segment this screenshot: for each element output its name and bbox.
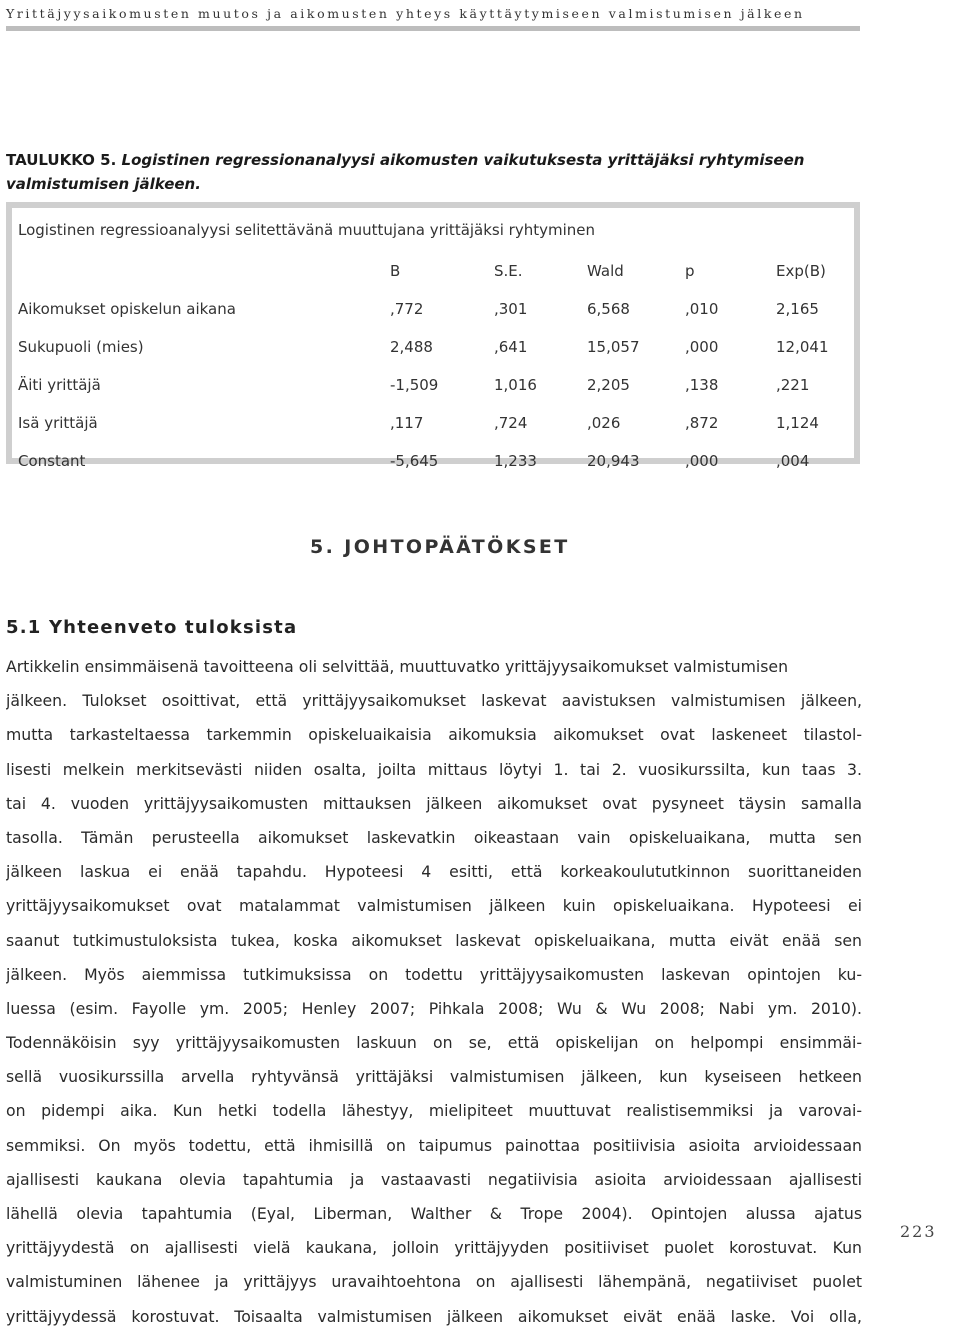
regression-table-box <box>6 202 860 470</box>
subsection-title: 5.1 Yhteenveto tuloksista <box>6 617 298 638</box>
table-cell: ,872 <box>685 414 719 432</box>
column-header: S.E. <box>494 262 523 280</box>
table-cell: 6,568 <box>587 300 630 318</box>
body-line: yrittäjyysaikomukset ovat matalammat valmistumisen jälkeen kuin opiskeluaikana. Hypoteesi ei <box>6 896 862 916</box>
table-cell: ,117 <box>390 414 424 432</box>
row-label: Constant <box>18 452 86 470</box>
table-cell: ,724 <box>494 414 528 432</box>
row-label: Sukupuoli (mies) <box>18 338 144 356</box>
regression-table <box>12 208 854 470</box>
header-rule <box>6 26 860 31</box>
table-cell: ,221 <box>776 376 810 394</box>
body-line: tai 4. vuoden yrittäjyysaikomusten mittauksen jälkeen aikomukset ovat pysyneet täysin samalla <box>6 793 862 813</box>
table-cell: ,772 <box>390 300 424 318</box>
column-header: Wald <box>587 262 624 280</box>
table-cell: ,641 <box>494 338 528 356</box>
column-header: Exp(B) <box>776 262 826 280</box>
body-line: mutta tarkasteltaessa tarkemmin opiskeluaikaisia aikomuksia aikomukset ovat laskeneet tilastol- <box>6 725 862 745</box>
table-row <box>12 376 854 398</box>
body-line: ajallisesti kaukana olevia tapahtumia ja vastaavasti negatiivisia asioita arvioidessaan ajallisesti <box>6 1169 862 1189</box>
row-label: Aikomukset opiskelun aikana <box>18 300 236 318</box>
column-header: B <box>390 262 401 280</box>
body-line: jälkeen laskua ei enää tapahdu. Hypoteesi 4 esitti, että korkeakoulututkinnon suorittaneiden <box>6 862 862 882</box>
section-title: 5. JOHTOPÄÄTÖKSET <box>310 536 570 558</box>
table-cell: 1,016 <box>494 376 537 394</box>
body-line: on pidempi aika. Kun hetki todella lähestyy, mielipiteet muuttuvat realistisemmiksi ja varovai- <box>6 1101 862 1121</box>
body-paragraph <box>6 650 862 1334</box>
body-line: saanut tutkimustuloksista tukea, koska aikomukset laskevat opiskeluaikana, mutta eivät enää sen <box>6 930 862 950</box>
body-line: luessa (esim. Fayolle ym. 2005; Henley 2007; Pihkala 2008; Wu & Wu 2008; Nabi ym. 2010). <box>6 998 862 1018</box>
body-line: valmistuminen lähenee ja yrittäjyys uravaihtoehtona on ajallisesti lähempänä, negatiiviset puolet <box>6 1272 862 1292</box>
table-cell: -1,509 <box>390 376 439 394</box>
table-cell: ,026 <box>587 414 621 432</box>
body-line: yrittäjyydestä on ajallisesti vielä kaukana, jolloin yrittäjyyden positiiviset puolet korostuvat. Kun <box>6 1238 862 1258</box>
table-cell: ,000 <box>685 452 719 470</box>
caption-text: Logistinen regressionanalyysi aikomusten vaikutuksesta yrittäjäksi ryhtymiseen valmistumisen jälkeen. <box>6 151 805 193</box>
table-header-row <box>12 262 854 284</box>
body-line: sellä vuosikurssilla arvella ryhtyvänsä yrittäjäksi valmistumisen jälkeen, kun kyseiseen hetkeen <box>6 1067 862 1087</box>
row-label: Äiti yrittäjä <box>18 376 101 394</box>
body-line: jälkeen. Myös aiemmissa tutkimuksissa on todettu yrittäjyysaikomusten laskevan opintojen ku- <box>6 964 862 984</box>
table-cell: -5,645 <box>390 452 439 470</box>
caption-label: TAULUKKO 5. <box>6 151 117 169</box>
body-line: lähellä olevia tapahtumia (Eyal, Liberman, Walther & Trope 2004). Opintojen alussa ajatus <box>6 1204 862 1223</box>
body-line: yrittäjyydessä korostuvat. Toisaalta valmistumisen jälkeen aikomukset eivät enää laske. Voi olla, <box>6 1306 862 1326</box>
body-line: Artikkelin ensimmäisenä tavoitteena oli selvittää, muuttuvatko yrittäjyysaikomukset valmistumisen <box>6 657 789 676</box>
table-cell: 15,057 <box>587 338 640 356</box>
body-line: semmiksi. On myös todettu, että ihmisillä on taipumus painottaa positiivisia asioita arvioidessaan <box>6 1135 862 1155</box>
running-header: Yrittäjyysaikomusten muutos ja aikomusten yhteys käyttäytymiseen valmistumisen jälkeen <box>6 6 805 21</box>
table-row <box>12 414 854 436</box>
row-label: Isä yrittäjä <box>18 414 98 432</box>
table-cell: ,004 <box>776 452 810 470</box>
table-title: Logistinen regressioanalyysi selitettävänä muuttujana yrittäjäksi ryhtyminen <box>18 221 596 239</box>
table-cell: 2,488 <box>390 338 433 356</box>
table-cell: ,000 <box>685 338 719 356</box>
body-line: lisesti melkein merkitsevästi niiden osalta, joilta mittaus löytyi 1. tai 2. vuosikurssilta, kun taas 3. <box>6 759 862 779</box>
table-cell: 12,041 <box>776 338 829 356</box>
body-line: tasolla. Tämän perusteella aikomukset laskevatkin oikeastaan vain opiskeluaikana, mutta sen <box>6 827 862 847</box>
table-caption <box>6 148 866 196</box>
table-cell: ,010 <box>685 300 719 318</box>
table-cell: 20,943 <box>587 452 640 470</box>
table-row <box>12 300 854 322</box>
table-cell: 1,233 <box>494 452 537 470</box>
table-cell: 2,205 <box>587 376 630 394</box>
table-cell: ,138 <box>685 376 719 394</box>
body-line: jälkeen. Tulokset osoittivat, että yrittäjyysaikomukset laskevat aavistuksen valmistumisen jälkeen, <box>6 691 862 711</box>
body-line: Todennäköisin syy yrittäjyysaikomusten laskuun on se, että opiskelijan on helpompi ensimmäi- <box>6 1033 862 1053</box>
column-header: p <box>685 262 695 280</box>
table-row <box>12 338 854 360</box>
table-row <box>12 452 854 474</box>
table-cell: ,301 <box>494 300 528 318</box>
table-cell: 2,165 <box>776 300 819 318</box>
page-number: 223 <box>900 1222 937 1241</box>
table-cell: 1,124 <box>776 414 819 432</box>
